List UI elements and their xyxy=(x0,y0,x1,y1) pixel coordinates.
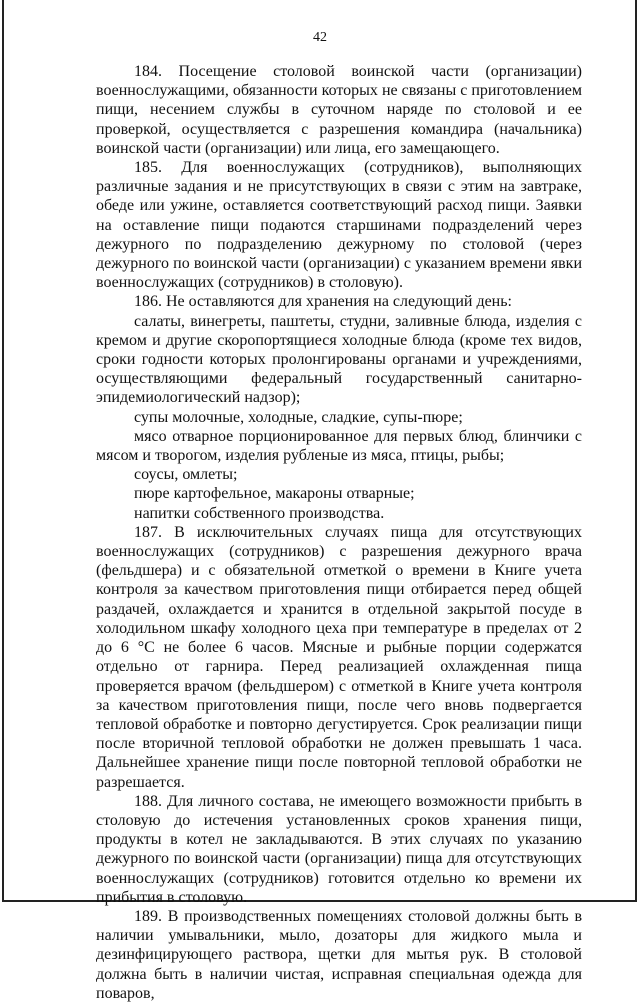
document-body xyxy=(96,62,582,1003)
paragraph-187: 187. В исключительных случаях пища для отсутствующих военнослужащих (сотрудников) с разрешения дежурного врача (фельдшера) и с обязательной отметкой о времени в Книге учета контроля за качеством приготовления пищи отбирается перед общей раздачей, охлаждается и хранится в отдельной закрытой посуде в холодильном шкафу холодного цеха при температуре в пределах от 2 до 6 °С не более 6 часов. Мясные и рыбные порции содержатся отдельно от гарнира. Перед реализацией охлажденная пища проверяется врачом (фельдшером) с отметкой в Книге учета контроля за качеством приготовления пищи, после чего вновь подвергается тепловой обработке и повторно дегустируется. Срок реализации пищи после вторичной тепловой обработки не должен превышать 1 часа. Дальнейшее хранение пищи после повторной тепловой обработки не разрешается. xyxy=(96,523,582,791)
list-item-puree: пюре картофельное, макароны отварные; xyxy=(134,485,415,503)
list-item-sauces: соусы, омлеты; xyxy=(134,466,238,484)
list-item-drinks: напитки собственного производства. xyxy=(134,504,385,522)
page-number: 42 xyxy=(313,30,327,45)
paragraph-186: 186. Не оставляются для хранения на следующий день: xyxy=(134,293,512,311)
paragraph-184: 184. Посещение столовой воинской части (организации) военнослужащими, обязанности которых не связаны с приготовлением пищи, несением службы в суточном наряде по столовой и ее проверкой, осуществляется с разрешения командира (начальника) воинской части (организации) или лица, его замещающего. xyxy=(96,63,582,157)
paragraph-189: 189. В производственных помещениях столовой должны быть в наличии умывальники, мыло, дозаторы для жидкого мыла и дезинфицирующего раствора, щетки для мытья рук. В столовой должна быть в наличии чистая, исправная специальная одежда для поваров, xyxy=(96,907,582,1002)
list-item-salads: салаты, винегреты, паштеты, студни, заливные блюда, изделия с кремом и другие скоропортящиеся холодные блюда (кроме тех видов, сроки годности которых пролонгированы органами и учреждениями, осуществляющими федеральный государственный санитарно-эпидемиологический надзор); xyxy=(96,312,582,407)
list-item-meat: мясо отварное порционированное для первых блюд, блинчики с мясом и творогом, изделия рубленые из мяса, птицы, рыбы; xyxy=(96,427,582,465)
paragraph-185: 185. Для военнослужащих (сотрудников), выполняющих различные задания и не присутствующих в связи с этим на завтраке, обеде или ужине, оставляется соответствующий расход пищи. Заявки на оставление пищи подаются старшинами подразделений через дежурного по подразделению дежурному по столовой (через дежурного по воинской части (организации) с указанием времени явки военнослужащих (сотрудников) в столовую). xyxy=(96,159,582,292)
list-item-soups: супы молочные, холодные, сладкие, супы-пюре; xyxy=(134,408,463,426)
paragraph-188: 188. Для личного состава, не имеющего возможности прибыть в столовую до истечения установленных сроков хранения пищи, продукты в котел не закладываются. В этих случаях по указанию дежурного по воинской части (организации) пища для отсутствующих военнослужащих (сотрудников) готовится отдельно ко времени их прибытия в столовую. xyxy=(96,792,582,906)
